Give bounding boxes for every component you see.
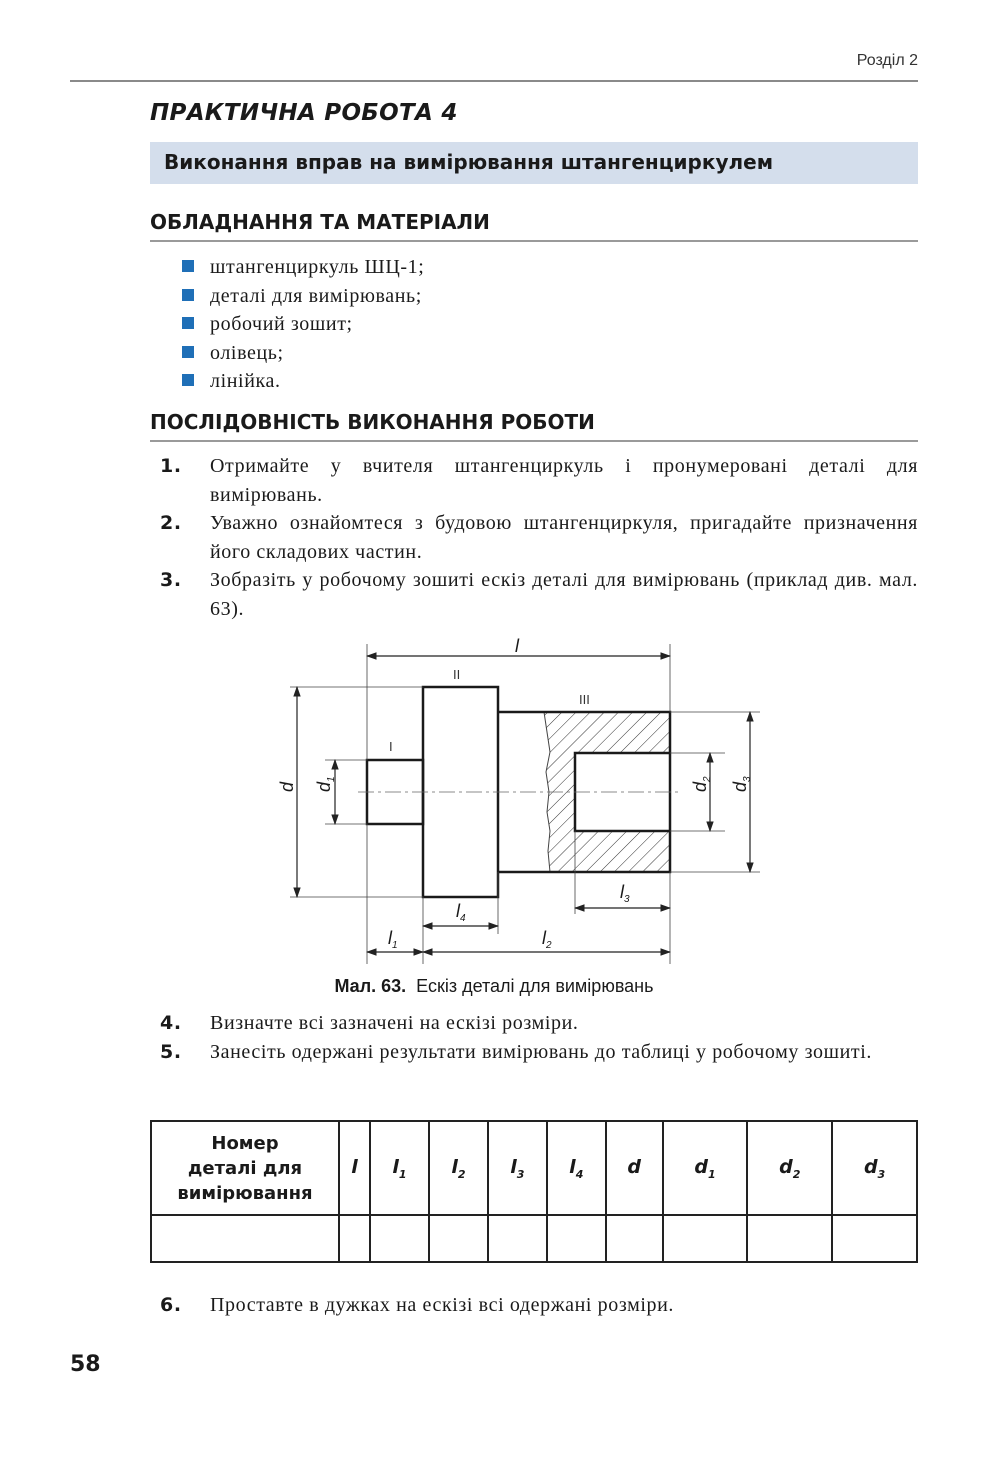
step-number: 1.: [160, 455, 182, 477]
list-item: [182, 253, 424, 282]
column-header-l3: $l_3$: [488, 1121, 547, 1215]
bullet-square-icon: [182, 317, 194, 329]
table-cell: [747, 1215, 832, 1262]
row-header-cell: [151, 1121, 339, 1215]
step-text: Отримайте у вчителя штангенциркуль і пронумеровані деталі для вимірювань.: [210, 455, 918, 506]
section-label-2: II: [453, 667, 461, 682]
row-header-line: Номер: [211, 1132, 279, 1154]
label-d2: $d_2$: [690, 776, 713, 792]
page-title: ПРАКТИЧНА РОБОТА 4: [150, 100, 458, 126]
list-item-text: деталі для вимірювань;: [210, 284, 422, 307]
column-header-d2: $d_2$: [747, 1121, 832, 1215]
column-header-d: d: [606, 1121, 663, 1215]
table-cell: [547, 1215, 606, 1262]
label-l1: $l_1$: [388, 928, 398, 951]
step-number: 6.: [160, 1294, 182, 1316]
table-cell: [151, 1215, 339, 1262]
list-item-text: штангенциркуль ШЦ-1;: [210, 256, 425, 278]
page-number: 58: [70, 1352, 101, 1377]
equipment-heading: ОБЛАДНАННЯ ТА МАТЕРІАЛИ: [150, 210, 918, 242]
list-item-text: лінійка.: [210, 370, 281, 393]
bullet-square-icon: [182, 346, 194, 358]
column-header-d1: $d_1$: [663, 1121, 748, 1215]
row-header-line: деталі для: [187, 1157, 303, 1179]
label-l4: $l_4$: [456, 901, 466, 924]
bullet-square-icon: [182, 374, 194, 386]
steps-list-b: [160, 1009, 918, 1066]
caption-text: Ескіз деталі для вимірювань: [416, 976, 654, 996]
top-rule: [70, 80, 918, 82]
list-item-text: робочий зошит;: [210, 313, 353, 336]
step-number: 5.: [160, 1040, 182, 1063]
table-cell: [339, 1215, 370, 1262]
list-item: [182, 282, 424, 311]
column-header-l: l: [339, 1121, 370, 1215]
label-l: l: [515, 636, 519, 656]
label-d3: $d_3$: [730, 776, 753, 792]
dimension-lines: [297, 656, 750, 952]
measurement-table: [150, 1120, 918, 1263]
table-row: [151, 1215, 917, 1262]
list-item: [182, 339, 424, 368]
caption-number: Мал. 63.: [334, 976, 407, 996]
steps-list-c: [160, 1291, 918, 1320]
step-item: [160, 1009, 918, 1038]
procedure-heading: ПОСЛІДОВНІСТЬ ВИКОНАННЯ РОБОТИ: [150, 410, 918, 442]
step-text: Занесіть одержані результати вимірювань до таблиці у робочому зошиті.: [210, 1040, 872, 1063]
column-header-l4: $l_4$: [547, 1121, 606, 1215]
part-sketch-drawing: [270, 636, 770, 968]
step-item: [160, 1291, 918, 1320]
row-header-line: вимірювання: [177, 1182, 313, 1204]
list-item: [182, 367, 424, 396]
step-number: 2.: [160, 512, 182, 535]
step-item: [160, 566, 918, 623]
figure-caption: [0, 976, 988, 997]
label-d: d: [277, 781, 297, 792]
section-label-1: I: [389, 739, 393, 754]
table-cell: [370, 1215, 429, 1262]
step-item: [160, 509, 918, 566]
table-cell: [429, 1215, 488, 1262]
column-header-l2: $l_2$: [429, 1121, 488, 1215]
label-l3: $l_3$: [620, 882, 630, 905]
list-item-text: олівець;: [210, 341, 284, 364]
equipment-list: [182, 253, 424, 396]
step-text: Зобразіть у робочому зошиті ескіз деталі для вимірювань (приклад див. мал. 63).: [210, 569, 918, 620]
extension-lines: [290, 644, 760, 964]
step-number: 3.: [160, 569, 182, 592]
column-header-d3: $d_3$: [832, 1121, 917, 1215]
table-cell: [606, 1215, 663, 1262]
table-header-row: [151, 1121, 917, 1215]
topic-text: Виконання вправ на вимірювання штангенциркулем: [164, 150, 774, 174]
table-cell: [488, 1215, 547, 1262]
bullet-square-icon: [182, 289, 194, 301]
label-l2: $l_2$: [542, 928, 552, 951]
label-d1: $d_1$: [314, 776, 337, 792]
step-item: [160, 1038, 918, 1067]
running-head: Розділ 2: [856, 52, 918, 69]
topic-band: [150, 142, 918, 184]
table-cell: [832, 1215, 917, 1262]
bullet-square-icon: [182, 260, 194, 272]
list-item: [182, 310, 424, 339]
step-text: Визначте всі зазначені на ескізі розміри.: [210, 1012, 579, 1034]
step-number: 4.: [160, 1012, 182, 1034]
table-cell: [663, 1215, 748, 1262]
step-text: Уважно ознайомтеся з будовою штангенциркуля, пригадайте призначення його складових частин.: [210, 512, 918, 563]
column-header-l1: $l_1$: [370, 1121, 429, 1215]
steps-list-a: [160, 452, 918, 624]
step-text: Проставте в дужках на ескізі всі одержані розміри.: [210, 1294, 674, 1316]
step-item: [160, 452, 918, 509]
section-label-3: III: [579, 692, 590, 707]
